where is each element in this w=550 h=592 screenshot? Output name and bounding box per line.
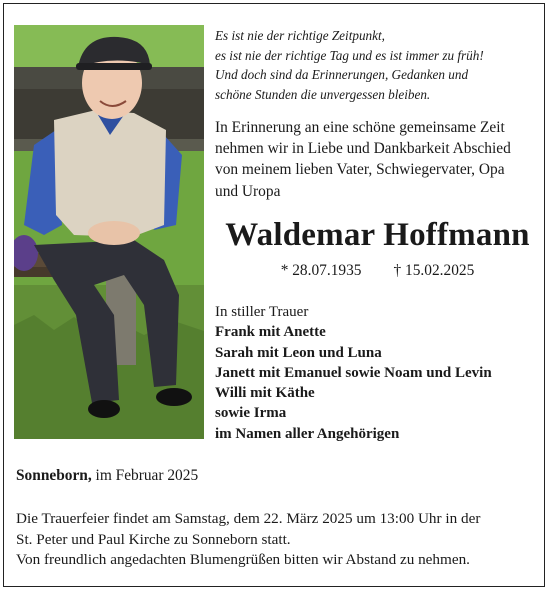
birth-date: * 28.07.1935 bbox=[280, 262, 362, 279]
poem bbox=[215, 26, 540, 104]
deceased-name: Waldemar Hoffmann bbox=[225, 217, 530, 253]
intro-text bbox=[215, 117, 545, 202]
death-date: † 15.02.2025 bbox=[393, 262, 475, 279]
poem-line: es ist nie der richtige Tag und es ist immer zu früh! bbox=[215, 47, 484, 63]
intro-line: In Erinnerung an eine schöne gemeinsame Zeit bbox=[215, 119, 505, 136]
place-town: Sonneborn, bbox=[16, 467, 92, 484]
mourner-name: Willi mit Käthe bbox=[215, 385, 315, 402]
place-date-text: im Februar 2025 bbox=[91, 467, 199, 484]
intro-line: und Uropa bbox=[215, 182, 281, 200]
mourner-name: sowie Irma bbox=[215, 405, 287, 422]
mourner-name: Janett mit Emanuel sowie Noam und Levin bbox=[215, 364, 492, 381]
portrait-photo bbox=[14, 25, 204, 439]
mourner-name: Frank mit Anette bbox=[215, 324, 326, 341]
poem-line: schöne Stunden die unvergessen bleiben. bbox=[215, 86, 431, 102]
service-line: Die Trauerfeier findet am Samstag, dem 22. März 2025 um 13:00 Uhr in der bbox=[16, 510, 481, 527]
service-info bbox=[16, 509, 541, 571]
mourner-name: im Namen aller Angehörigen bbox=[215, 425, 400, 442]
place-date bbox=[16, 467, 198, 485]
service-line: St. Peter und Paul Kirche zu Sonneborn statt. bbox=[16, 530, 291, 548]
mourners-list bbox=[215, 302, 545, 444]
mourner-name: Sarah mit Leon und Luna bbox=[215, 344, 382, 361]
intro-line: von meinem lieben Vater, Schwiegervater, Opa bbox=[215, 161, 505, 179]
poem-line: Und doch sind da Erinnerungen, Gedanken und bbox=[215, 67, 469, 83]
mourners-heading: In stiller Trauer bbox=[215, 304, 309, 320]
service-line: Von freundlich angedachten Blumengrüßen bitten wir Abstand zu nehmen. bbox=[16, 551, 470, 568]
life-dates bbox=[215, 262, 540, 280]
intro-line: nehmen wir in Liebe und Dankbarkeit Abschied bbox=[215, 140, 511, 158]
poem-line: Es ist nie der richtige Zeitpunkt, bbox=[215, 28, 385, 43]
